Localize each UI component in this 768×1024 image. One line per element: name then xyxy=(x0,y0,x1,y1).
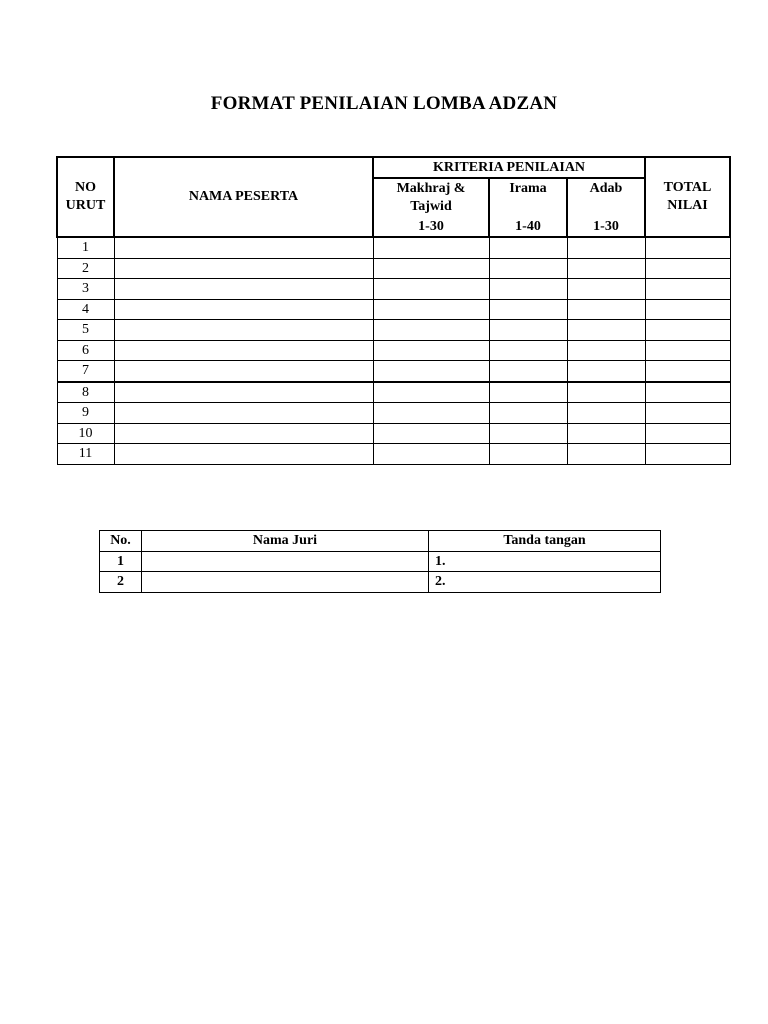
score-irama-cell[interactable] xyxy=(489,279,567,300)
score-irama-cell[interactable] xyxy=(489,361,567,382)
judge-header-ttd: Tanda tangan xyxy=(429,531,661,552)
table-row xyxy=(57,382,730,403)
score-irama-cell[interactable] xyxy=(489,382,567,403)
score-total-cell[interactable] xyxy=(645,279,730,300)
score-irama-cell[interactable] xyxy=(489,340,567,361)
judge-signature-cell[interactable]: 2. xyxy=(429,572,661,593)
header-criteria-makhraj xyxy=(373,178,489,237)
score-total-cell[interactable] xyxy=(645,320,730,341)
participant-name-cell[interactable] xyxy=(114,237,373,258)
score-makhraj-cell[interactable] xyxy=(373,237,489,258)
row-number: 2 xyxy=(57,258,114,279)
header-kriteria-penilaian: KRITERIA PENILAIAN xyxy=(373,157,645,178)
criteria-name-line2 xyxy=(568,198,644,216)
row-number: 3 xyxy=(57,279,114,300)
score-makhraj-cell[interactable] xyxy=(373,258,489,279)
judge-signature-cell[interactable]: 1. xyxy=(429,551,661,572)
score-adab-cell[interactable] xyxy=(567,237,645,258)
page-title: FORMAT PENILAIAN LOMBA ADZAN xyxy=(210,93,558,114)
score-adab-cell[interactable] xyxy=(567,320,645,341)
score-irama-cell[interactable] xyxy=(489,320,567,341)
criteria-range: 1-30 xyxy=(593,219,619,234)
table-row xyxy=(57,258,730,279)
score-makhraj-cell[interactable] xyxy=(373,299,489,320)
score-total-cell[interactable] xyxy=(645,340,730,361)
score-total-cell[interactable] xyxy=(645,423,730,444)
criteria-range: 1-30 xyxy=(418,219,444,234)
score-adab-cell[interactable] xyxy=(567,423,645,444)
row-number: 7 xyxy=(57,361,114,382)
score-irama-cell[interactable] xyxy=(489,237,567,258)
table-row xyxy=(57,299,730,320)
score-adab-cell[interactable] xyxy=(567,403,645,424)
table-row xyxy=(57,403,730,424)
score-makhraj-cell[interactable] xyxy=(373,361,489,382)
score-makhraj-cell[interactable] xyxy=(373,403,489,424)
score-adab-cell[interactable] xyxy=(567,361,645,382)
score-table xyxy=(56,156,731,465)
header-criteria-irama xyxy=(489,178,567,237)
judge-name-cell[interactable] xyxy=(142,572,429,593)
score-irama-cell[interactable] xyxy=(489,423,567,444)
participant-name-cell[interactable] xyxy=(114,299,373,320)
criteria-name-line2 xyxy=(490,198,566,216)
table-row xyxy=(57,320,730,341)
header-no-urut xyxy=(57,157,114,237)
judge-row-no: 1 xyxy=(100,551,142,572)
judge-header-no: No. xyxy=(100,531,142,552)
row-number: 11 xyxy=(57,444,114,465)
row-number: 5 xyxy=(57,320,114,341)
score-irama-cell[interactable] xyxy=(489,299,567,320)
row-number: 4 xyxy=(57,299,114,320)
score-makhraj-cell[interactable] xyxy=(373,382,489,403)
participant-name-cell[interactable] xyxy=(114,444,373,465)
judge-row-no: 2 xyxy=(100,572,142,593)
score-irama-cell[interactable] xyxy=(489,258,567,279)
score-adab-cell[interactable] xyxy=(567,258,645,279)
criteria-name-line1: Adab xyxy=(589,181,623,196)
header-criteria-adab xyxy=(567,178,645,237)
score-total-cell[interactable] xyxy=(645,258,730,279)
score-total-cell[interactable] xyxy=(645,237,730,258)
criteria-name-line1: Irama xyxy=(509,181,547,196)
score-irama-cell[interactable] xyxy=(489,444,567,465)
participant-name-cell[interactable] xyxy=(114,320,373,341)
score-makhraj-cell[interactable] xyxy=(373,279,489,300)
criteria-name-line1: Makhraj & xyxy=(396,181,466,196)
row-number: 6 xyxy=(57,340,114,361)
judge-table xyxy=(99,530,661,593)
score-adab-cell[interactable] xyxy=(567,340,645,361)
participant-name-cell[interactable] xyxy=(114,258,373,279)
judge-header-nama: Nama Juri xyxy=(142,531,429,552)
header-no-line2: URUT xyxy=(65,198,106,213)
criteria-name-line2: Tajwid xyxy=(410,199,452,214)
judge-name-cell[interactable] xyxy=(142,551,429,572)
score-total-cell[interactable] xyxy=(645,444,730,465)
participant-name-cell[interactable] xyxy=(114,403,373,424)
judge-row xyxy=(100,551,661,572)
header-total-line2: NILAI xyxy=(667,198,708,213)
participant-name-cell[interactable] xyxy=(114,361,373,382)
table-row xyxy=(57,361,730,382)
score-makhraj-cell[interactable] xyxy=(373,423,489,444)
participant-name-cell[interactable] xyxy=(114,423,373,444)
participant-name-cell[interactable] xyxy=(114,340,373,361)
table-row xyxy=(57,340,730,361)
score-makhraj-cell[interactable] xyxy=(373,444,489,465)
participant-name-cell[interactable] xyxy=(114,279,373,300)
score-makhraj-cell[interactable] xyxy=(373,320,489,341)
score-makhraj-cell[interactable] xyxy=(373,340,489,361)
score-total-cell[interactable] xyxy=(645,403,730,424)
row-number: 10 xyxy=(57,423,114,444)
header-total-line1: TOTAL xyxy=(663,180,712,195)
table-row xyxy=(57,423,730,444)
score-irama-cell[interactable] xyxy=(489,403,567,424)
score-adab-cell[interactable] xyxy=(567,279,645,300)
row-number: 8 xyxy=(57,382,114,403)
header-nama-peserta: NAMA PESERTA xyxy=(114,157,373,237)
header-no-line1: NO xyxy=(75,180,96,195)
table-row xyxy=(57,279,730,300)
score-total-cell[interactable] xyxy=(645,361,730,382)
participant-name-cell[interactable] xyxy=(114,382,373,403)
criteria-range: 1-40 xyxy=(515,219,541,234)
score-adab-cell[interactable] xyxy=(567,299,645,320)
judge-row xyxy=(100,572,661,593)
row-number: 1 xyxy=(57,237,114,258)
score-total-cell[interactable] xyxy=(645,382,730,403)
score-adab-cell[interactable] xyxy=(567,444,645,465)
score-total-cell[interactable] xyxy=(645,299,730,320)
header-total-nilai xyxy=(645,157,730,237)
score-adab-cell[interactable] xyxy=(567,382,645,403)
table-row xyxy=(57,237,730,258)
table-row xyxy=(57,444,730,465)
row-number: 9 xyxy=(57,403,114,424)
